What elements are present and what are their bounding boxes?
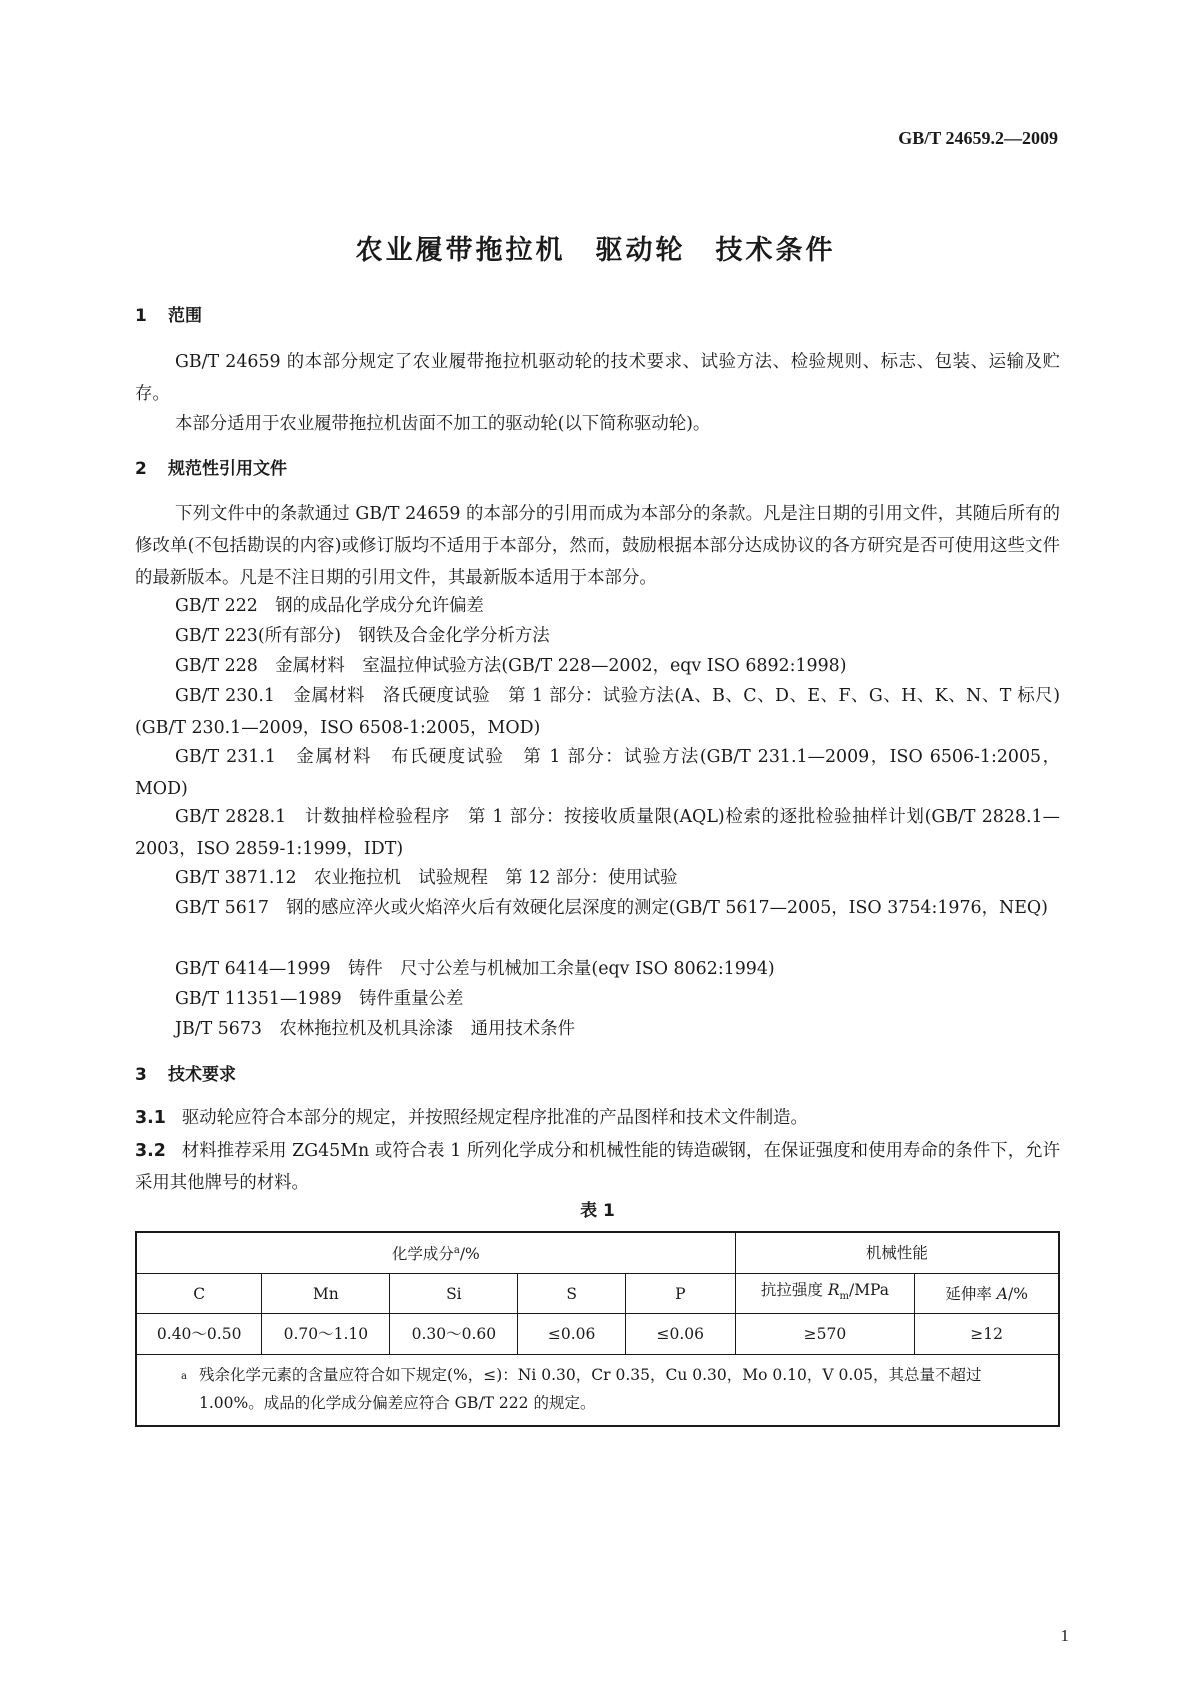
column-header-c: C <box>136 1274 262 1314</box>
section-1-heading <box>135 304 202 328</box>
material-table <box>135 1231 1060 1427</box>
standard-code: GB/T 24659.2—2009 <box>898 128 1058 148</box>
reference-item: GB/T 5617 钢的感应淬火或火焰淬火后有效硬化层深度的测定(GB/T 5617—2005，ISO 3754:1976，NEQ) <box>175 898 1048 918</box>
reference-item: GB/T 230.1 金属材料 洛氏硬度试验 第 1 部分：试验方法(A、B、C、D、E、F、G、H、K、N、T 标尺)(GB/T 230.1—2009，ISO 6508-1:2005，MOD) <box>135 686 1060 738</box>
clause-3-2 <box>135 1135 1060 1199</box>
footnote-mark: a <box>453 1245 460 1257</box>
cell-tensile-strength: ≥570 <box>735 1314 915 1355</box>
symbol: R <box>827 1281 840 1299</box>
document-title: 农业履带拖拉机 驱动轮 技术条件 <box>355 235 836 266</box>
section-number: 2 <box>135 459 147 479</box>
clause-text: 材料推荐采用 ZG45Mn 或符合表 1 所列化学成分和机械性能的铸造碳钢，在保证强度和使用寿命的条件下，允许采用其他牌号的材料。 <box>135 1141 1060 1193</box>
reference-item: JB/T 5673 农林拖拉机及机具涂漆 通用技术条件 <box>175 1019 576 1039</box>
column-header-tensile-strength <box>735 1274 915 1314</box>
column-header-p: P <box>625 1274 735 1314</box>
footnote-mark: a <box>181 1371 187 1383</box>
header-unit: /% <box>1007 1284 1028 1303</box>
column-header-mn: Mn <box>262 1274 390 1314</box>
reference-item: GB/T 2828.1 计数抽样检验程序 第 1 部分：按接收质量限(AQL)检索的逐批检验抽样计划(GB/T 2828.1—2003，ISO 2859-1:1999，IDT) <box>135 807 1060 859</box>
cell-s: ≤0.06 <box>518 1314 626 1355</box>
table-row <box>136 1314 1059 1355</box>
column-header-s: S <box>518 1274 626 1314</box>
paragraph: 本部分适用于农业履带拖拉机齿面不加工的驱动轮(以下简称驱动轮)。 <box>175 414 711 434</box>
section-title: 规范性引用文件 <box>168 459 287 479</box>
chem-header-label: 化学成分 <box>391 1245 454 1264</box>
mechanical-properties-header: 机械性能 <box>735 1232 1059 1274</box>
header-text: 延伸率 <box>945 1284 997 1303</box>
table-column-header-row <box>136 1274 1059 1314</box>
column-header-si: Si <box>390 1274 518 1314</box>
section-3-heading <box>135 1063 236 1087</box>
reference-item: GB/T 6414—1999 铸件 尺寸公差与机械加工余量(eqv ISO 8062:1994) <box>175 959 775 979</box>
reference-item: GB/T 231.1 金属材料 布氏硬度试验 第 1 部分：试验方法(GB/T 231.1—2009，ISO 6506-1:2005，MOD) <box>135 747 1060 799</box>
reference-item: GB/T 228 金属材料 室温拉伸试验方法(GB/T 228—2002，eqv ISO 6892:1998) <box>175 656 847 676</box>
section-number: 3 <box>135 1065 147 1085</box>
paragraph: GB/T 24659 的本部分规定了农业履带拖拉机驱动轮的技术要求、试验方法、检验规则、标志、包装、运输及贮存。 <box>135 352 1060 404</box>
subscript: m <box>839 1291 849 1303</box>
clause-3-1 <box>135 1102 1060 1134</box>
paragraph: 下列文件中的条款通过 GB/T 24659 的本部分的引用而成为本部分的条款。凡是注日期的引用文件，其随后所有的修改单(不包括勘误的内容)或修订版均不适用于本部分，然而，鼓励根据本部分达成协议的各方研究是否可使用这些文件的最新版本。凡是不注日期的引用文件，其最新版本适用于本部分。 <box>135 504 1060 588</box>
clause-text: 驱动轮应符合本部分的规定，并按照经规定程序批准的产品图样和技术文件制造。 <box>181 1108 808 1128</box>
symbol: A <box>996 1284 1008 1303</box>
section-2-heading <box>135 457 287 481</box>
cell-p: ≤0.06 <box>625 1314 735 1355</box>
table-group-header-row <box>136 1232 1059 1274</box>
clause-number: 3.1 <box>135 1108 166 1128</box>
reference-item: GB/T 3871.12 农业拖拉机 试验规程 第 12 部分：使用试验 <box>175 868 678 888</box>
cell-si: 0.30～0.60 <box>390 1314 518 1355</box>
chem-header-unit: /% <box>459 1245 480 1264</box>
section-title: 技术要求 <box>168 1065 236 1085</box>
cell-c: 0.40～0.50 <box>136 1314 262 1355</box>
column-header-elongation <box>915 1274 1059 1314</box>
section-number: 1 <box>135 306 147 326</box>
header-text: 抗拉强度 <box>760 1281 828 1299</box>
reference-item: GB/T 223(所有部分) 钢铁及合金化学分析方法 <box>175 626 550 646</box>
page-number: 1 <box>1060 1626 1069 1645</box>
header-unit: /MPa <box>848 1281 890 1299</box>
clause-number: 3.2 <box>135 1141 166 1161</box>
section-title: 范围 <box>168 306 202 326</box>
table-footnote <box>136 1355 1059 1427</box>
cell-mn: 0.70～1.10 <box>262 1314 390 1355</box>
table-caption: 表 1 <box>580 1201 615 1221</box>
reference-item: GB/T 11351—1989 铸件重量公差 <box>175 989 464 1009</box>
chem-composition-header <box>136 1232 735 1274</box>
cell-elongation: ≥12 <box>915 1314 1059 1355</box>
reference-item: GB/T 222 钢的成品化学成分允许偏差 <box>175 596 484 616</box>
table-footnote-row <box>136 1355 1059 1427</box>
footnote-text: 残余化学元素的含量应符合如下规定(%，≤)：Ni 0.30，Cr 0.35，Cu 0.30，Mo 0.10，V 0.05，其总量不超过 1.00%。成品的化学成分偏差应符合 GB/T 222 的规定。 <box>199 1366 982 1413</box>
